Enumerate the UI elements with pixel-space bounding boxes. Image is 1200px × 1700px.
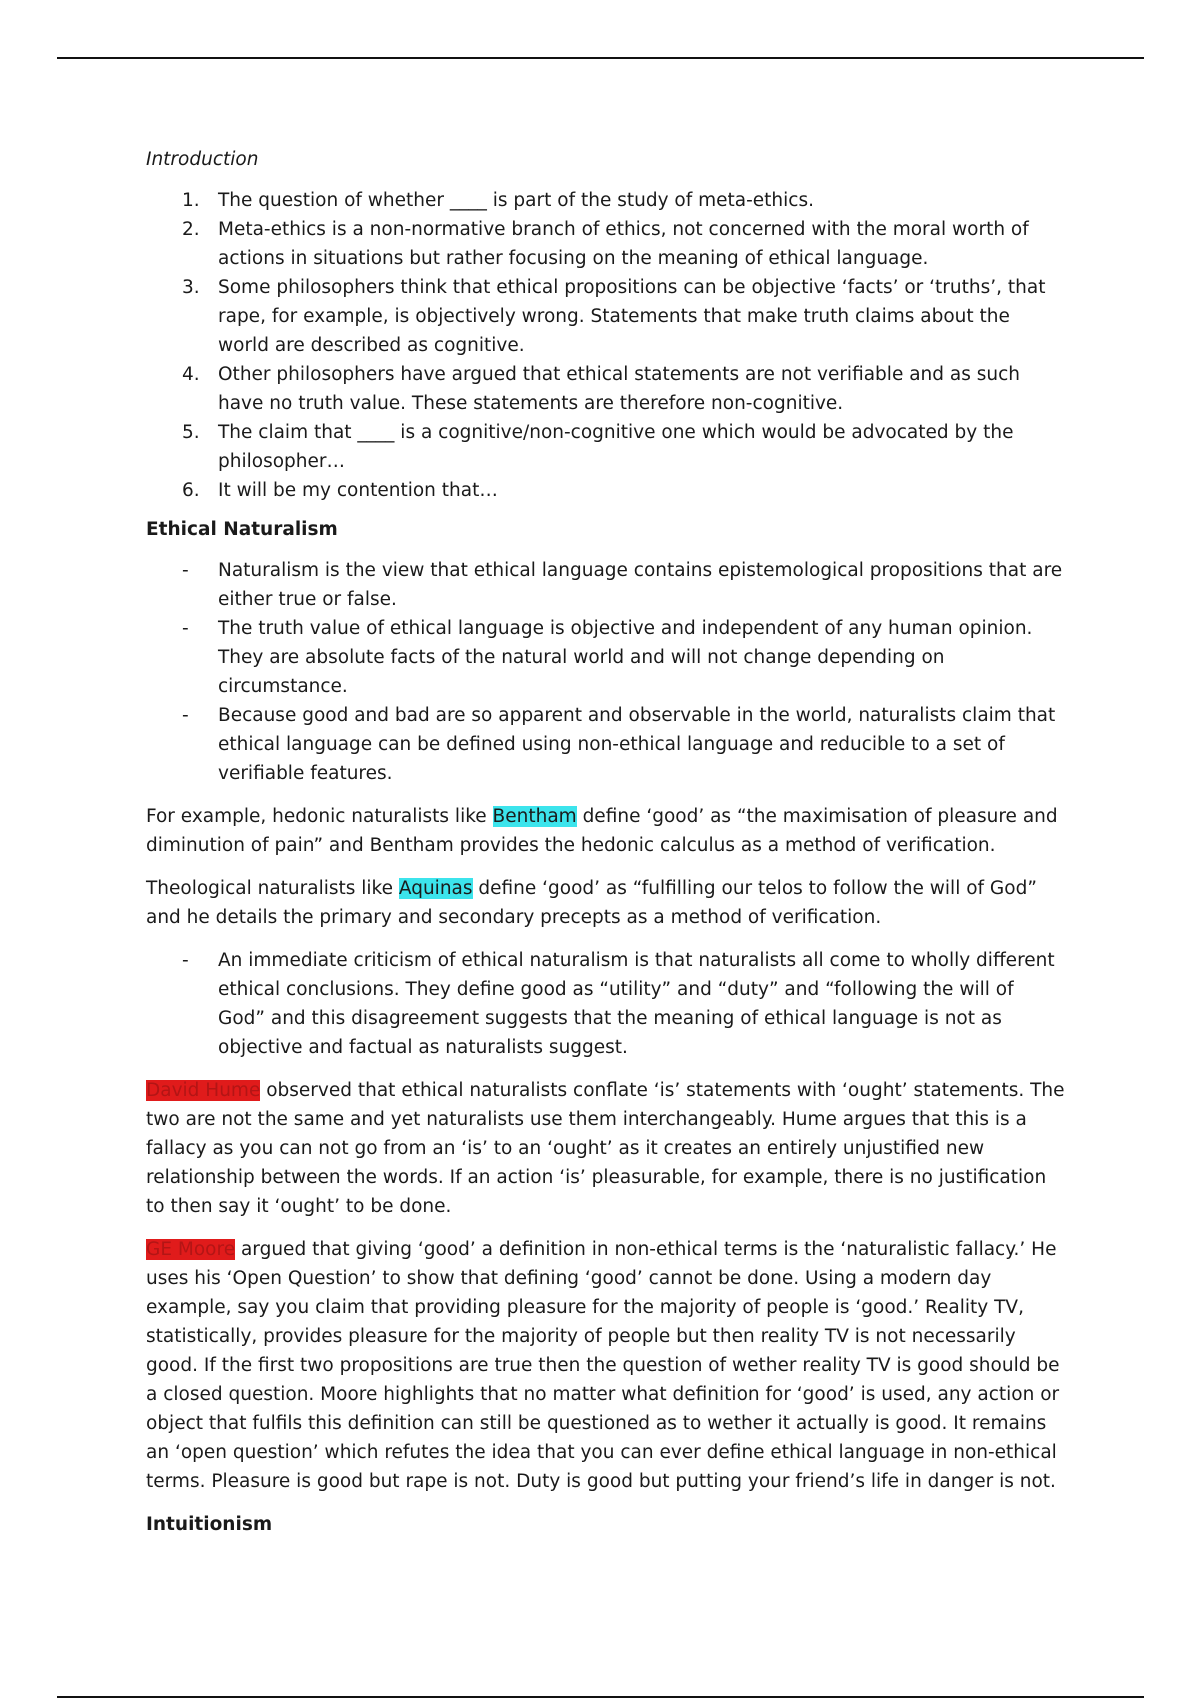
list-item-text: The question of whether ____ is part of the study of meta-ethics. (218, 190, 814, 211)
aquinas-highlight: Aquinas (398, 878, 473, 899)
moore-paragraph (146, 1235, 1066, 1496)
dash-marker: - (182, 705, 189, 726)
list-item-text: Meta-ethics is a non-normative branch of ethics, not concerned with the moral worth of actions in situations but rather focusing on the meaning of ethical language. (218, 219, 1029, 269)
aquinas-paragraph (146, 874, 1066, 932)
paragraph-text: Theological naturalists like (146, 878, 399, 899)
introduction-list (146, 186, 1066, 505)
moore-highlight: GE Moore (146, 1239, 236, 1260)
bullet-item (146, 946, 1066, 1062)
introduction-heading: Introduction (146, 149, 259, 170)
paragraph-text: For example, hedonic naturalists like (146, 806, 493, 827)
footer-rule (57, 1696, 1144, 1698)
naturalism-bullet-list (146, 556, 1066, 788)
list-number: 3. (182, 277, 200, 298)
bullet-text: The truth value of ethical language is objective and independent of any human opinion. They are absolute facts of the natural world and will not change depending on circumstance. (218, 618, 1033, 697)
paragraph-text: define ‘good’ as “the maximisation of pleasure and diminution of pain” and Bentham provides the hedonic calculus as a method of verification. (146, 806, 1058, 856)
hume-paragraph (146, 1076, 1066, 1221)
list-item-text: It will be my contention that… (218, 480, 498, 501)
bullet-text: An immediate criticism of ethical naturalism is that naturalists all come to wholly different ethical conclusions. They define good as “utility” and “duty” and “following the will of God” and this disagreement suggests that the meaning of ethical language is not as objective and factual as naturalists suggest. (218, 950, 1055, 1058)
list-item (146, 476, 1066, 505)
list-number: 2. (182, 219, 200, 240)
list-number: 1. (182, 190, 200, 211)
list-item (146, 186, 1066, 215)
hume-highlight: David Hume (146, 1080, 261, 1101)
list-item-text: Other philosophers have argued that ethical statements are not verifiable and as such have no truth value. These statements are therefore non-cognitive. (218, 364, 1021, 414)
list-item (146, 273, 1066, 360)
list-item (146, 360, 1066, 418)
dash-marker: - (182, 950, 189, 971)
intuitionism-heading: Intuitionism (146, 1514, 273, 1535)
dash-marker: - (182, 618, 189, 639)
paragraph-text: define ‘good’ as “fulfilling our telos to follow the will of God” and he details the primary and secondary precepts as a method of verification. (146, 878, 1037, 928)
bullet-item (146, 614, 1066, 701)
header-rule (57, 57, 1144, 59)
list-item (146, 418, 1066, 476)
bentham-paragraph (146, 802, 1066, 860)
bentham-highlight: Bentham (492, 806, 577, 827)
paragraph-text: observed that ethical naturalists conflate ‘is’ statements with ‘ought’ statements. The two are not the same and yet naturalists use them interchangeably. Hume argues that this is a fallacy as you can not go from an ‘is’ to an ‘ought’ as it creates an entirely unjustified new relationship between the words. If an action ‘is’ pleasurable, for example, there is no justification to then say it ‘ought’ to be done. (146, 1080, 1065, 1217)
bullet-item (146, 701, 1066, 788)
list-item-text: Some philosophers think that ethical propositions can be objective ‘facts’ or ‘truths’, that rape, for example, is objectively wrong. Statements that make truth claims about the world are described as cognitive. (218, 277, 1046, 356)
document-page (146, 145, 1066, 1551)
dash-marker: - (182, 560, 189, 581)
bullet-item (146, 556, 1066, 614)
list-item-text: The claim that ____ is a cognitive/non-cognitive one which would be advocated by the philosopher… (218, 422, 1014, 472)
bullet-text: Because good and bad are so apparent and observable in the world, naturalists claim that ethical language can be defined using non-ethical language and reducible to a set of verifiable features. (218, 705, 1056, 784)
bullet-text: Naturalism is the view that ethical language contains epistemological propositions that are either true or false. (218, 560, 1063, 610)
paragraph-text: argued that giving ‘good’ a definition in non-ethical terms is the ‘naturalistic fallacy.’ He uses his ‘Open Question’ to show that defining ‘good’ cannot be done. Using a modern day example, say you claim that providing pleasure for the majority of people is ‘good.’ Reality TV, statistically, provides pleasure for the majority of people but then reality TV is not necessarily good. If the first two propositions are true then the question of wether reality TV is good should be a closed question. Moore highlights that no matter what definition for ‘good’ is used, any action or object that fulfils this definition can still be questioned as to wether it actually is good. It remains an ‘open question’ which refutes the idea that you can ever define ethical language in non-ethical terms. Pleasure is good but rape is not. Duty is good but putting your friend’s life in danger is not. (146, 1239, 1060, 1492)
list-item (146, 215, 1066, 273)
list-number: 4. (182, 364, 200, 385)
criticism-bullet-list (146, 946, 1066, 1062)
list-number: 5. (182, 422, 200, 443)
ethical-naturalism-heading: Ethical Naturalism (146, 519, 338, 540)
list-number: 6. (182, 480, 200, 501)
